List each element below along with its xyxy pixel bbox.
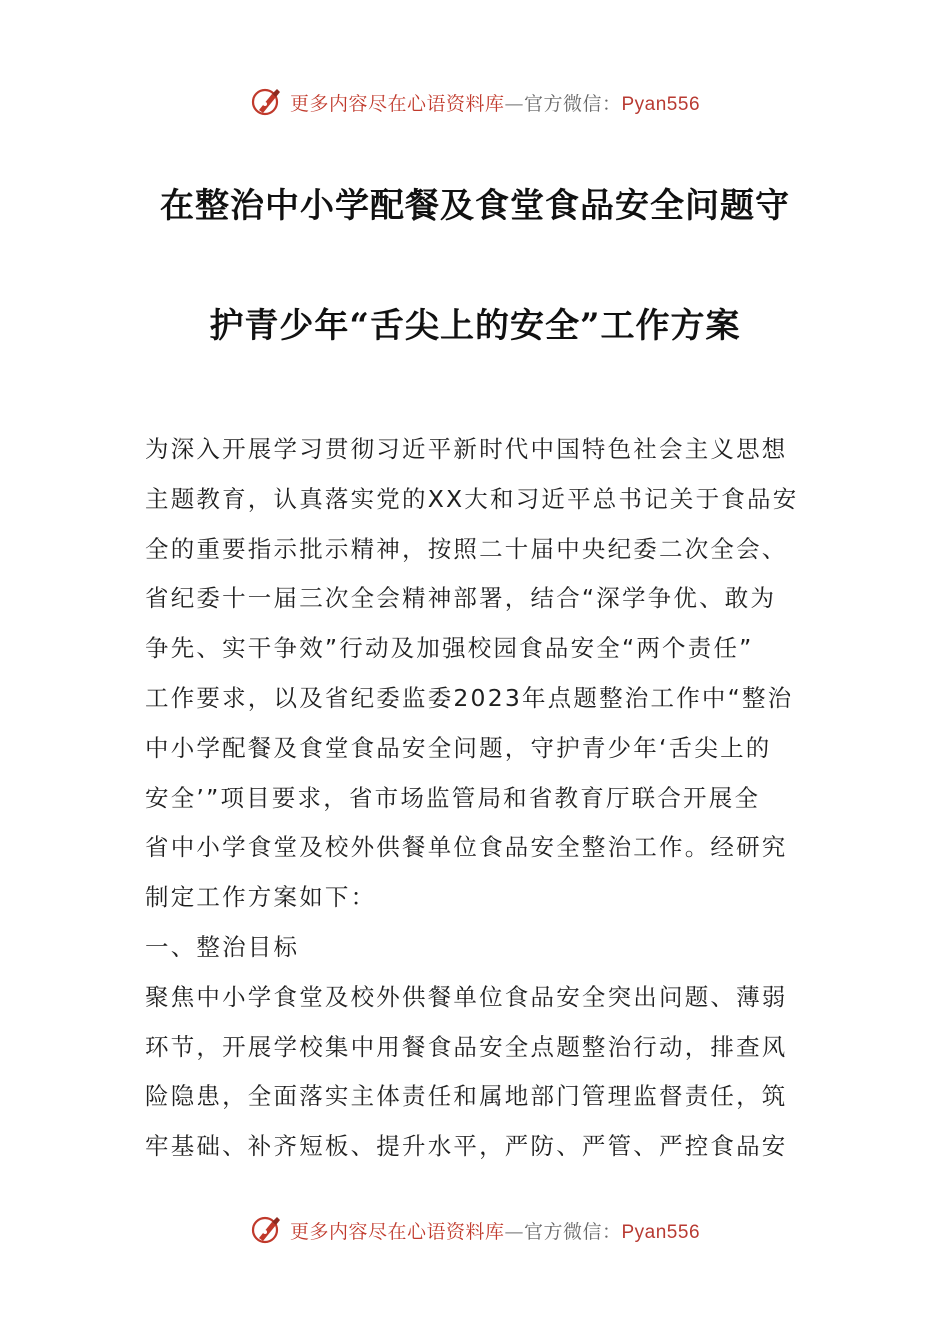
body-line: 为深入开展学习贯彻习近平新时代中国特色社会主义思想 [145,435,788,463]
document-body [145,425,807,1172]
body-line: 牢基础、补齐短板、提升水平，严防、严管、严控食品安 [145,1132,788,1161]
header-watermark [0,82,950,122]
pen-nib-logo-icon [250,85,284,119]
body-line: 聚焦中小学食堂及校外供餐单位食品安全突出问题、薄弱 [145,982,788,1011]
footer-watermark [0,1210,950,1250]
body-line: 主题教育，认真落实党的XX大和习近平总书记关于食品安 [145,484,799,513]
body-line: 省中小学食堂及校外供餐单位食品安全整治工作。经研究 [145,833,788,862]
body-line: 省纪委十一届三次全会精神部署，结合“深学争优、敢为 [145,584,777,613]
watermark-text: 更多内容尽在心语资料库—官方微信：Pyan556 [289,1220,701,1243]
body-line: 中小学配餐及食堂食品安全问题，守护青少年‘舌尖上的 [145,733,772,762]
body-line: 险隐患，全面落实主体责任和属地部门管理监督责任，筑 [145,1082,788,1111]
body-line: 全的重要指示批示精神，按照二十届中央纪委二次全会、 [145,534,788,563]
pen-nib-logo-icon [250,1213,284,1247]
body-line: 安全’”项目要求，省市场监管局和省教育厅联合开展全 [145,783,761,812]
section-heading: 一、整治目标 [145,932,300,961]
watermark-text: 更多内容尽在心语资料库—官方微信：Pyan556 [289,92,701,115]
body-line: 制定工作方案如下： [145,883,377,912]
body-line: 争先、实干争效”行动及加强校园食品安全“两个责任” [145,634,754,663]
body-line: 工作要求，以及省纪委监委2023年点题整治工作中“整治 [145,683,794,712]
document-title-line-2: 护青少年“舌尖上的安全”工作方案 [209,306,741,346]
body-line: 环节，开展学校集中用餐食品安全点题整治行动，排查风 [145,1032,788,1061]
document-title-line-1: 在整治中小学配餐及食堂食品安全问题守 [160,186,790,226]
